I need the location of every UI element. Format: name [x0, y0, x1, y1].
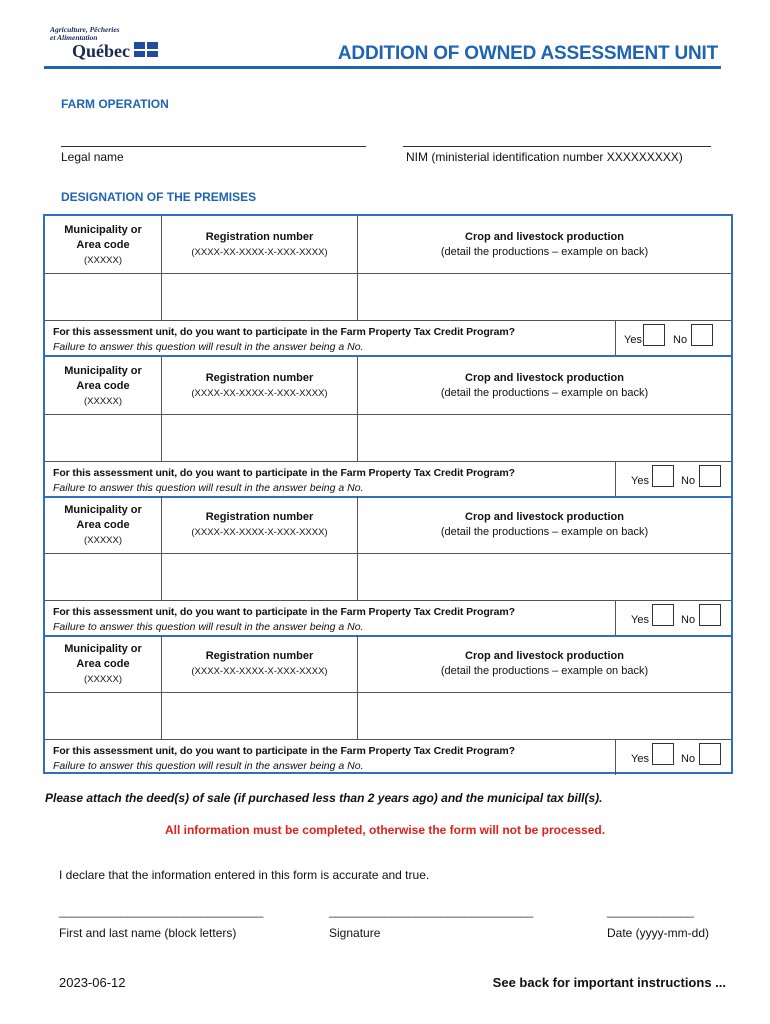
- municipality-input[interactable]: [45, 275, 161, 320]
- tax-credit-note: Failure to answer this question will result in the answer being a No.: [53, 760, 364, 772]
- declaration-text: I declare that the information entered in this form is accurate and true.: [59, 868, 430, 882]
- signature-label: Signature: [329, 926, 381, 940]
- logo-quebec-wordmark: Québec: [72, 41, 130, 61]
- see-back-note: See back for important instructions ...: [492, 975, 726, 990]
- legal-name-field[interactable]: [61, 146, 366, 147]
- tax-credit-question: For this assessment unit, do you want to participate in the Farm Property Tax Credit Program?: [53, 745, 515, 757]
- form-version-date: 2023-06-12: [59, 975, 126, 990]
- tax-credit-note: Failure to answer this question will result in the answer being a No.: [53, 482, 364, 494]
- yes-no-options: [615, 601, 731, 636]
- registration-header: Registration number (XXXX-XX-XXXX-X-XXX-XXXX): [191, 511, 328, 538]
- registration-header: Registration number (XXXX-XX-XXXX-X-XXX-XXXX): [191, 650, 328, 677]
- tax-credit-question: For this assessment unit, do you want to participate in the Farm Property Tax Credit Program?: [53, 606, 515, 618]
- premises-table: [43, 214, 733, 774]
- municipality-header: Municipality or Area code (XXXXX): [64, 642, 142, 685]
- municipality-input[interactable]: [45, 416, 161, 461]
- no-label: No: [673, 334, 688, 346]
- no-checkbox[interactable]: [691, 324, 713, 346]
- yes-checkbox[interactable]: [652, 465, 674, 487]
- registration-header: Registration number (XXXX-XX-XXXX-X-XXX-XXXX): [191, 372, 328, 399]
- crop-header: Crop and livestock production (detail the productions – example on back): [440, 511, 649, 538]
- no-checkbox[interactable]: [699, 743, 721, 765]
- no-checkbox[interactable]: [699, 604, 721, 626]
- name-field[interactable]: _________________________________: [59, 904, 263, 918]
- fleurdelise-flag-icon: [134, 42, 158, 57]
- municipality-header: Municipality or Area code (XXXXX): [64, 503, 142, 546]
- tax-credit-note: Failure to answer this question will result in the answer being a No.: [53, 621, 364, 633]
- tax-credit-question-row: [45, 461, 731, 496]
- registration-input[interactable]: [162, 694, 357, 739]
- name-label: First and last name (block letters): [59, 926, 237, 940]
- logo-ministry-line1: Agriculture, Pêcheries: [50, 25, 120, 34]
- tax-credit-question-row: [45, 739, 731, 774]
- date-label: Date (yyyy-mm-dd): [607, 926, 710, 940]
- header-divider: [44, 66, 721, 69]
- assessment-unit-2: [45, 357, 731, 496]
- crop-input[interactable]: [358, 555, 731, 600]
- assessment-unit-4: [45, 635, 731, 774]
- yes-no-options: [615, 740, 731, 775]
- yes-no-options: [615, 321, 731, 356]
- tax-credit-question-row: [45, 320, 731, 355]
- yes-checkbox[interactable]: [643, 324, 665, 346]
- registration-input[interactable]: [162, 416, 357, 461]
- crop-input[interactable]: [358, 416, 731, 461]
- registration-header: Registration number (XXXX-XX-XXXX-X-XXX-XXXX): [191, 231, 328, 258]
- no-checkbox[interactable]: [699, 465, 721, 487]
- quebec-logo: [50, 26, 162, 62]
- crop-header: Crop and livestock production (detail the productions – example on back): [440, 650, 649, 677]
- yes-label: Yes: [631, 614, 649, 626]
- nim-field[interactable]: [403, 146, 711, 147]
- signature-field[interactable]: _________________________________: [329, 904, 533, 918]
- no-label: No: [681, 614, 696, 626]
- tax-credit-note: Failure to answer this question will result in the answer being a No.: [53, 341, 364, 353]
- tax-credit-question-row: [45, 600, 731, 635]
- municipality-input[interactable]: [45, 694, 161, 739]
- municipality-input[interactable]: [45, 555, 161, 600]
- yes-checkbox[interactable]: [652, 743, 674, 765]
- yes-label: Yes: [631, 753, 649, 765]
- municipality-header: Municipality or Area code (XXXXX): [64, 364, 142, 407]
- attach-documents-note: Please attach the deed(s) of sale (if purchased less than 2 years ago) and the municipal tax bill(s).: [45, 791, 603, 805]
- yes-label: Yes: [631, 475, 649, 487]
- tax-credit-question: For this assessment unit, do you want to participate in the Farm Property Tax Credit Program?: [53, 326, 515, 338]
- yes-label: Yes: [624, 334, 642, 346]
- registration-input[interactable]: [162, 275, 357, 320]
- crop-header: Crop and livestock production (detail the productions – example on back): [440, 231, 649, 258]
- tax-credit-question: For this assessment unit, do you want to participate in the Farm Property Tax Credit Program?: [53, 467, 515, 479]
- nim-label: NIM (ministerial identification number XXXXXXXXX): [406, 150, 683, 164]
- legal-name-label: Legal name: [61, 150, 124, 164]
- premises-heading: DESIGNATION OF THE PREMISES: [61, 190, 257, 204]
- yes-checkbox[interactable]: [652, 604, 674, 626]
- crop-input[interactable]: [358, 694, 731, 739]
- municipality-header: Municipality or Area code (XXXXX): [64, 223, 142, 266]
- yes-no-options: [615, 462, 731, 497]
- crop-input[interactable]: [358, 275, 731, 320]
- no-label: No: [681, 753, 696, 765]
- date-field[interactable]: ______________: [607, 904, 694, 918]
- completion-warning: All information must be completed, otherwise the form will not be processed.: [164, 823, 606, 837]
- logo-ministry-line2: et Alimentation: [50, 33, 98, 42]
- assessment-unit-3: [45, 496, 731, 635]
- form-title: ADDITION OF OWNED ASSESSMENT UNIT: [337, 43, 718, 64]
- farm-operation-heading: FARM OPERATION: [61, 97, 169, 111]
- assessment-unit-1: [45, 216, 731, 355]
- crop-header: Crop and livestock production (detail the productions – example on back): [440, 372, 649, 399]
- no-label: No: [681, 475, 696, 487]
- registration-input[interactable]: [162, 555, 357, 600]
